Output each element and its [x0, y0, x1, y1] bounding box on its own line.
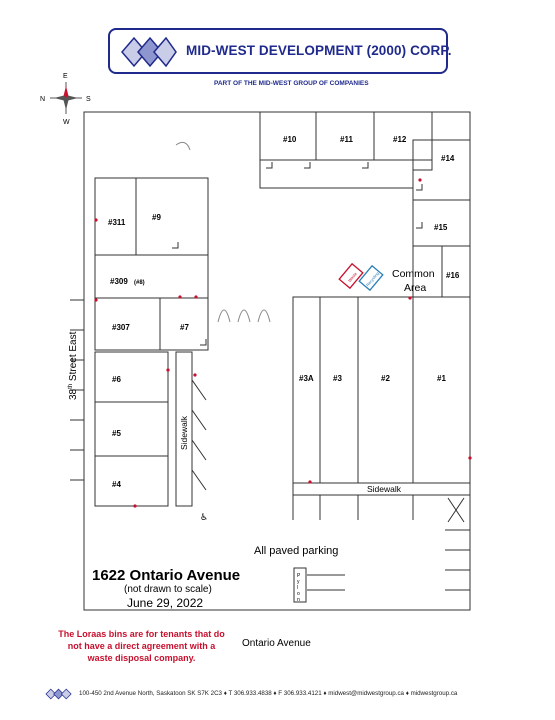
footer-contact: 100-450 2nd Avenue North, Saskatoon SK S7K 2C3 ♦ T 306.933.4838 ♦ F 306.933.4121 ♦ midwest@midwestgroup.ca ♦ midwestgroup.ca: [79, 690, 458, 697]
unit-14-label: #14: [441, 154, 455, 163]
pylon-letter: P: [297, 573, 301, 579]
unit-15-label: #15: [434, 223, 448, 232]
sidewalk-south-label: Sidewalk: [367, 484, 402, 494]
unit-11-label: #11: [340, 135, 353, 144]
unit-3-label: #3: [333, 374, 342, 383]
unit-309-note: (#8): [134, 280, 145, 286]
pylon-letter: n: [297, 597, 300, 603]
compass-east: E: [63, 73, 68, 80]
compass-rose-icon: [50, 82, 82, 114]
unit-307-label: #307: [112, 323, 130, 332]
compass-north: N: [40, 96, 46, 103]
unit-4-label: #4: [112, 480, 121, 489]
accessible-parking-icon: ♿: [200, 513, 209, 523]
bins-notice: The Loraas bins are for tenants that do not have a direct agreement with a waste disposal company.: [58, 629, 225, 663]
unit-3a-label: #3A: [299, 374, 314, 383]
pylon-letter: l: [297, 585, 299, 591]
unit-10-label: #10: [283, 135, 297, 144]
plan-date: June 29, 2022: [127, 596, 204, 610]
company-tagline: PART OF THE MID-WEST GROUP OF COMPANIES: [214, 80, 369, 87]
unit-6-label: #6: [112, 375, 121, 384]
compass-west: W: [63, 119, 70, 126]
street-38th-label: 38th Street East: [68, 331, 79, 400]
unit-16-label: #16: [446, 271, 460, 280]
ontario-avenue-label: Ontario Avenue: [242, 638, 311, 649]
building-southwest: [95, 352, 168, 506]
pylon-letter: o: [297, 591, 300, 597]
common-area-label-2: Area: [404, 282, 427, 294]
unit-12-label: #12: [393, 135, 407, 144]
scale-note: (not drawn to scale): [124, 584, 212, 595]
unit-311-label: #311: [108, 218, 126, 227]
unit-1-label: #1: [437, 374, 446, 383]
unit-5-label: #5: [112, 429, 121, 438]
company-name: MID-WEST DEVELOPMENT (2000) CORP.: [186, 43, 452, 58]
compass-south: S: [86, 96, 91, 103]
property-boundary: [84, 112, 470, 610]
unit-9-label: #9: [152, 213, 161, 222]
footer-logo-icon: [45, 687, 73, 701]
pylon-letter: y: [297, 579, 300, 585]
bin-recycling-label: Recycling: [364, 270, 380, 288]
common-area-label-1: Common: [392, 268, 435, 280]
unit-7-label: #7: [180, 323, 189, 332]
parking-label: All paved parking: [254, 545, 339, 557]
bin-waste-label: Waste: [346, 271, 358, 283]
unit-2-label: #2: [381, 374, 390, 383]
site-address-title: 1622 Ontario Avenue: [92, 567, 241, 584]
no-parking-x: [448, 498, 464, 522]
unit-309-label: #309: [110, 277, 128, 286]
sidewalk-west-label: Sidewalk: [179, 415, 189, 450]
